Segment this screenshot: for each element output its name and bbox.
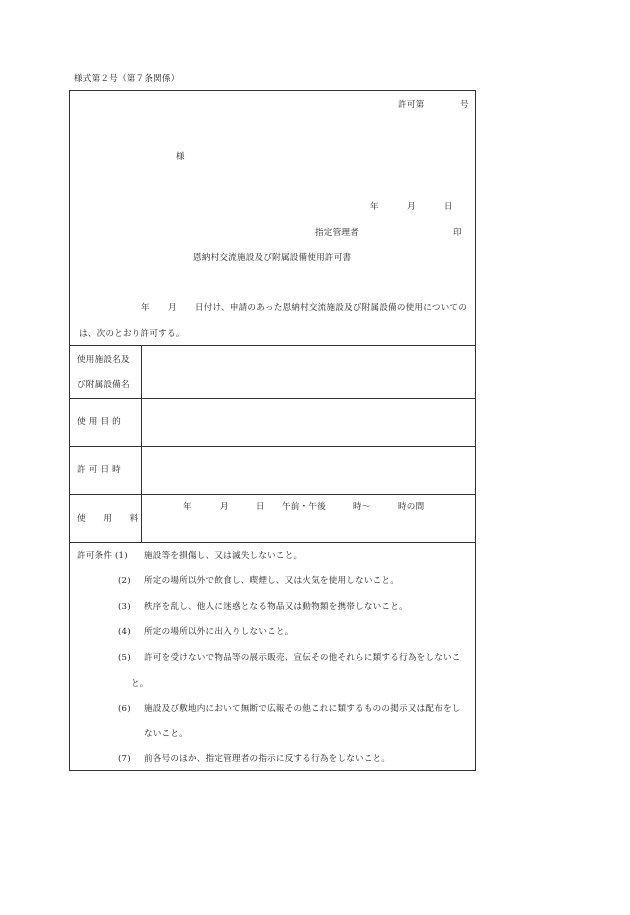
condition-4-num: (4) — [118, 627, 131, 637]
divider-facility-top — [69, 345, 476, 346]
issue-date-month: 月 — [407, 202, 416, 212]
form-label: 様式第２号（第７条関係） — [74, 74, 180, 84]
datetime-hour-to: 時の間 — [398, 502, 425, 512]
condition-3-text: 秩序を乱し、他人に迷惑となる物品又は動物類を携帯しないこと。 — [144, 602, 408, 612]
condition-3-num: (3) — [118, 602, 131, 612]
condition-7-num: (7) — [118, 754, 131, 764]
condition-6-num: (6) — [118, 704, 131, 714]
document-title: 恩納村交流施設及び附属設備使用許可書 — [193, 253, 352, 263]
datetime-year: 年 — [183, 502, 192, 512]
seal-mark: 印 — [453, 228, 462, 238]
condition-6-cont: ないこと。 — [144, 729, 188, 739]
issuer-label: 指定管理者 — [315, 228, 359, 238]
condition-4-text: 所定の場所以外に出入りしないこと。 — [144, 627, 294, 637]
divider-datetime-top — [69, 446, 476, 447]
body-line-1: 日付け、申請のあった恩納村交流施設及び附属設備の使用についての — [195, 303, 468, 313]
datetime-label: 許 可 日 時 — [77, 465, 121, 475]
body-year: 年 — [141, 303, 150, 313]
datetime-day: 日 — [256, 502, 265, 512]
datetime-hour-from: 時〜 — [353, 502, 371, 512]
fee-label: 使 用 料 — [77, 514, 139, 524]
body-line-2: は、次のとおり許可する。 — [79, 329, 185, 339]
datetime-ampm: 午前・午後 — [282, 502, 326, 512]
condition-2-text: 所定の場所以外で飲食し、喫煙し、又は火気を使用しないこと。 — [144, 576, 400, 586]
condition-5-num: (5) — [118, 653, 131, 663]
condition-2-num: (2) — [118, 576, 131, 586]
permit-number-suffix: 号 — [460, 100, 469, 110]
permit-number-prefix: 許可第 — [398, 100, 425, 110]
facility-label-2: び附属設備名 — [77, 380, 130, 390]
permit-form-table — [69, 90, 476, 771]
datetime-month: 月 — [220, 502, 229, 512]
condition-1-text: 施設等を損傷し、又は滅失しないこと。 — [144, 551, 303, 561]
addressee-honorific: 様 — [176, 152, 185, 162]
divider-fee-top — [69, 494, 476, 495]
divider-purpose-top — [69, 398, 476, 399]
label-column-divider — [141, 345, 142, 542]
condition-5-cont: と。 — [131, 679, 149, 689]
issue-date-day: 日 — [444, 202, 453, 212]
facility-label-1: 使用施設名及 — [77, 355, 130, 365]
body-month: 月 — [168, 303, 177, 313]
condition-7-text: 前各号のほか、指定管理者の指示に反する行為をしないこと。 — [144, 754, 391, 764]
conditions-heading: 許可条件 — [77, 551, 113, 561]
issue-date-year: 年 — [370, 202, 379, 212]
divider-conditions-top — [69, 542, 476, 543]
purpose-label: 使 用 目 的 — [77, 417, 121, 427]
condition-6-text: 施設及び敷地内において無断で広報その他これに類するものの掲示又は配布をし — [144, 704, 461, 714]
condition-1-num: (1) — [115, 551, 128, 561]
condition-5-text: 許可を受けないで物品等の展示販売、宣伝その他それらに類する行為をしないこ — [144, 653, 461, 663]
